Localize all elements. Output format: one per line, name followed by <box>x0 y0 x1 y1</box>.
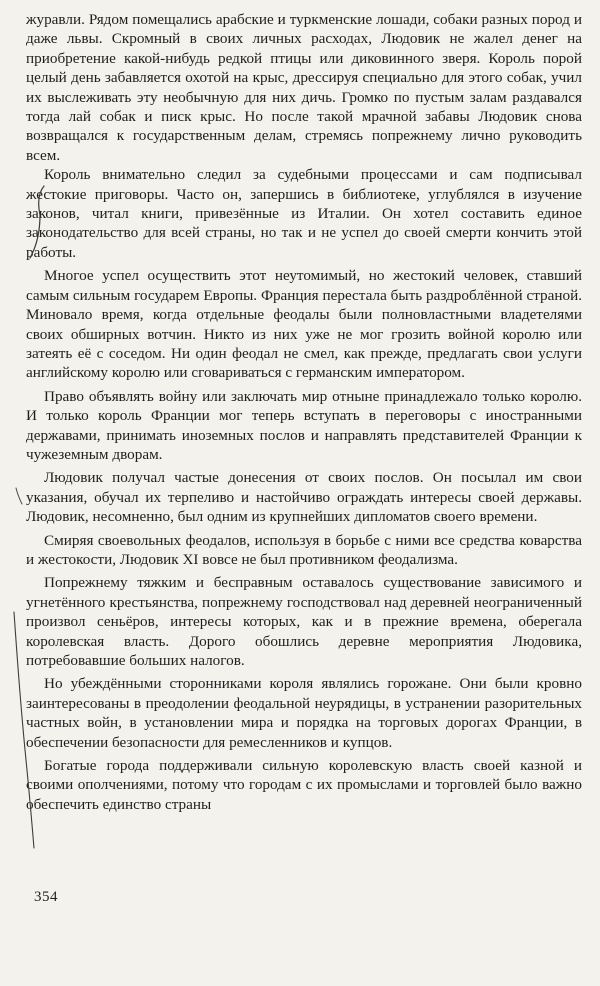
pencil-margin-line <box>16 488 22 504</box>
paragraph-5: Людовик получал частые донесения от своих послов. Он посылал им свои указания, обучал их терпеливо и настойчиво ограждать интересы своей державы. Людовик, несомненно, был одним из крупнейших дипломатов своего времени. <box>26 469 582 526</box>
paragraph-4: Право объявлять войну или заключать мир отныне принадлежало только королю. И только король Франции мог теперь вступать в переговоры с иностранными державами, принимать иноземных послов и направлять представителей Франции к чужеземным дворам. <box>26 387 582 463</box>
paragraph-7: Попрежнему тяжким и бесправным оставалось существование зависимого и угнетённого крестьянства, попрежнему господствовал над деревней неограниченный произвол сеньёров, интересы которых, как и в прежние времена, оберегала королевская власть. Дорого обошлись деревне мероприятия Людовика, потребовавшие больших налогов. <box>26 574 582 669</box>
paragraph-6: Смиряя своевольных феодалов, используя в борьбе с ними все средства коварства и жестокости, Людовик XI вовсе не был противником феодализма. <box>26 531 582 568</box>
page-body <box>26 10 582 814</box>
paragraph-9: Богатые города поддерживали сильную королевскую власть своей казной и своими ополчениями, потому что городам с их промыслами и торговлей было важно обеспечить единство страны <box>26 757 582 813</box>
paragraph-8: Но убеждёнными сторонниками короля являлись горожане. Они были кровно заинтересованы в преодолении феодальной неурядицы, в устранении разорительных частных войн, в установлении мира и порядка на торговых дорогах Франции, в обеспечении безопасности для ремесленников и купцов. <box>26 675 582 751</box>
paragraph-1: журавли. Рядом помещались арабские и туркменские лошади, собаки разных пород и даже львы. Скромный в своих личных расходах, Людовик не жалел денег на приобретение какой-нибудь редкой птицы или диковинного зверя. Король порой целый день забавляется охотой на крыс, дрессируя специально для этого собак, учил их выслеживать эту необычную для них дичь. Громко по пустым залам раздавался тогда лай собак и писк крыс. Но после такой мрачной забавы Людовик снова возвращался к государственным делам, стремясь попрежнему лично руководить всем. <box>26 11 582 164</box>
page-number: 354 <box>34 889 58 905</box>
paragraph-2: Король внимательно следил за судебными процессами и сам подписывал жестокие приговоры. Часто он, запершись в библиотеке, углублялся в изучение законов, читал книги, привезённые из Италии. Он хотел составить единое законодательство для всей страны, но так и не успел до своей смерти кончить этой работы. <box>26 166 582 261</box>
paragraph-3: Многое успел осуществить этот неутомимый, но жестокий человек, ставший самым сильным государем Европы. Франция перестала быть раздроблённой страной. Миновало время, когда отдельные феодалы были полновластными владетелями своих обширных вотчин. Никто из них уже не мог грозить войной королю или затеять её с соседом. Ни один феодал не смел, как прежде, предлагать свои услуги английскому королю или сговариваться с германским императором. <box>26 267 582 382</box>
